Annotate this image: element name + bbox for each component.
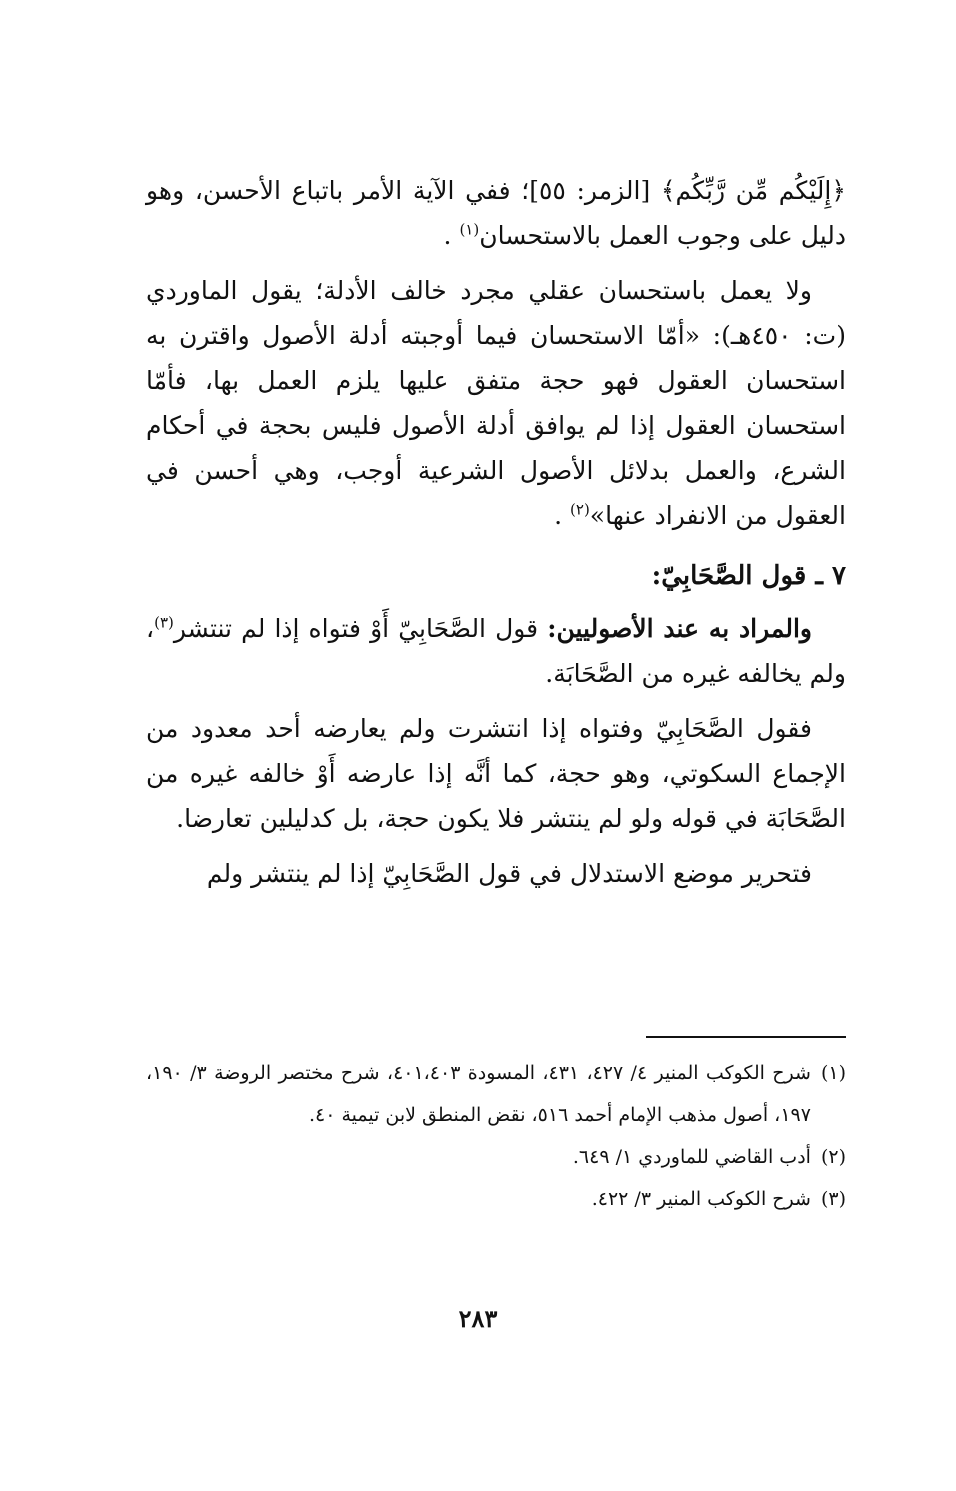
paragraph-1 bbox=[146, 168, 846, 258]
page-number: ٢٨٣ bbox=[458, 1304, 498, 1333]
paragraph-4: فقول الصَّحَابِيّ وفتواه إذا انتشرت ولم يعارضه أحد معدود من الإجماع السكوتي، وهو حجة، كما أنَّه إذا عارضه أَوْ خالفه غيره من الصَّحَابَة في قوله ولو لم ينتشر فلا يكون حجة، بل كدليلين تعارضا. bbox=[146, 714, 846, 833]
section-heading: ٧ ـ قول الصَّحَابِيّ: bbox=[651, 561, 846, 591]
footnote-1 bbox=[146, 1052, 846, 1136]
footnote-1-text: شرح الكوكب المنير ٤/ ٤٢٧، ٤٣١، المسودة ٤٠١،٤٠٣، شرح مختصر الروضة ٣/ ١٩٠، ١٩٧، أصول مذهب الإمام أحمد ٥١٦، نقض المنطق لابن تيمية ٤٠. bbox=[146, 1062, 811, 1126]
footnotes bbox=[146, 1052, 846, 1220]
quran-verse-fragment: ﴿إِلَيْكُم مِّن رَّبِّكُم﴾ bbox=[660, 176, 846, 205]
footnote-2-text: أدب القاضي للماوردي ١/ ٦٤٩. bbox=[572, 1146, 811, 1168]
paragraph-2 bbox=[146, 268, 846, 538]
paragraph-3-text-1: قول الصَّحَابِيّ أَوْ فتواه إذا لم تنتشر bbox=[173, 614, 539, 643]
paragraph-1-text: [الزمر: ٥٥]؛ ففي الآية الأمر باتباع الأحسن، وهو دليل على وجوب العمل بالاستحسان bbox=[146, 176, 846, 250]
paragraph-2-end: . bbox=[554, 501, 563, 530]
paragraph-3-text-2: ، ولم يخالفه غيره من الصَّحَابَة. bbox=[146, 614, 846, 688]
paragraph-3 bbox=[146, 606, 846, 696]
footnote-separator bbox=[646, 1036, 846, 1038]
footnote-2 bbox=[146, 1136, 846, 1178]
footnote-2-number: (٢) bbox=[820, 1146, 846, 1168]
paragraph-2-text: ولا يعمل باستحسان عقلي مجرد خالف الأدلة؛ يقول الماوردي (ت: ٤٥٠هـ): «أمّا الاستحسان فيما أوجبته أدلة الأصول واقترن به استحسان العقول فهو حجة متفق عليها يلزم العمل بها، فأمّا استحسان العقول إذا لم يوافق أدلة الأصول فليس بحجة في أحكام الشرع، والعمل بدلائل الأصول الشرعية أوجب، وهي أحسن في العقول من الانفراد عنها» bbox=[146, 276, 846, 530]
main-text bbox=[146, 168, 846, 906]
paragraph-5: فتحرير موضع الاستدلال في قول الصَّحَابِيّ إذا لم ينتشر ولم bbox=[206, 859, 812, 888]
definition-lead: والمراد به عند الأصوليين: bbox=[547, 614, 812, 643]
footnote-ref-2[interactable]: (٢) bbox=[570, 500, 590, 519]
paragraph-1-end: . bbox=[443, 221, 452, 250]
footnote-1-number: (١) bbox=[820, 1062, 846, 1084]
footnote-3-text: شرح الكوكب المنير ٣/ ٤٢٢. bbox=[591, 1188, 811, 1210]
footnote-ref-3[interactable]: (٣) bbox=[154, 613, 174, 632]
footnote-ref-1[interactable]: (١) bbox=[459, 220, 480, 239]
footnote-3-number: (٣) bbox=[820, 1188, 846, 1210]
footnote-3 bbox=[146, 1178, 846, 1220]
